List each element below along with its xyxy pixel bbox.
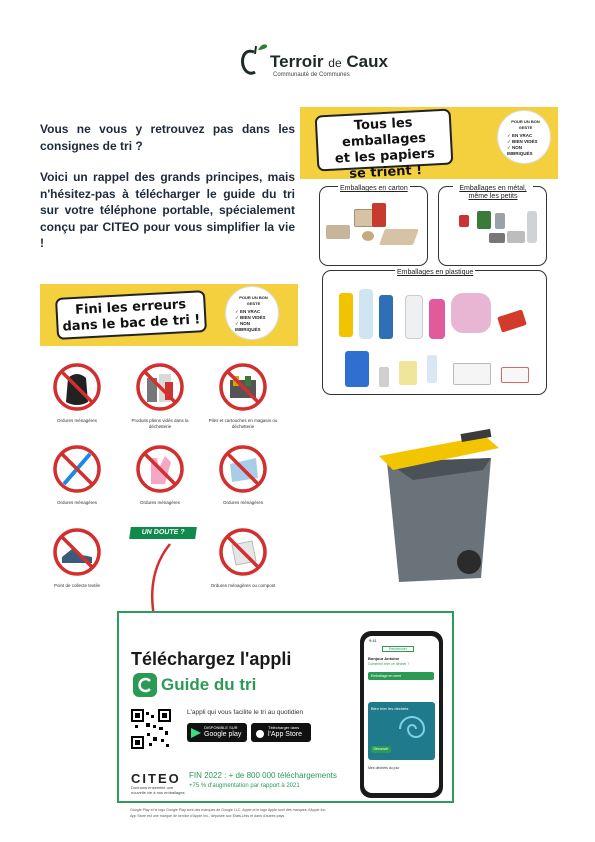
intro-description: Voici un rappel des grands principes, mais n'hésitez-pas à télécharger le guide du tri sur votre téléphone portable, spécialement conçu par CITEO pour vous simplifier la vie !: [40, 170, 295, 250]
app-name: Guide du tri: [161, 675, 257, 694]
doubt-label: UN DOUTE ?: [129, 527, 197, 539]
can-red-image: [459, 215, 469, 227]
forbidden-shoe-icon: [52, 527, 102, 577]
tray-image: [507, 231, 525, 243]
footnote-1: Google Play et le logo Google Play sont des marques de Google LLC. Apple et le logo Apple sont des marques d'Apple Inc.: [130, 808, 327, 812]
card-carton: [319, 186, 428, 266]
toothpaste-image: [427, 355, 437, 383]
pizza-box-image: [379, 229, 419, 245]
apple-logo-icon: [240, 40, 270, 80]
caption-3: Piles et cartouches en magasin ou déchetterie: [208, 418, 278, 429]
card-metal-title: Emballages en métal, même les petits: [453, 185, 533, 201]
forbidden-trash-bag-icon: [52, 362, 102, 412]
downloads-stat: FIN 2022 : + de 800 000 téléchargements: [189, 771, 337, 780]
egg-carton-image: [326, 225, 350, 239]
pouch-image: [379, 367, 389, 387]
phone-question: Comment trier ce déchet ?: [368, 662, 410, 666]
card-plastic-title: Emballages en plastique: [397, 269, 474, 276]
caption-6: Ordures ménagères: [222, 500, 264, 505]
caption-2: Produits pleins vidés dans la déchetterie: [131, 418, 189, 429]
forbidden-dangerous-products-icon: [135, 362, 185, 412]
qr-code-icon[interactable]: [131, 709, 171, 749]
app-store-button[interactable]: Télécharger dans l'App Store: [251, 723, 311, 742]
card-carton-title: Emballages en carton: [340, 185, 408, 192]
phone-card: Bien trier les déchets Découvrir: [368, 702, 435, 760]
intro-question: Vous ne vous y retrouvez pas dans les consignes de tri ?: [40, 122, 295, 153]
plastic-wrap-image: [451, 293, 491, 333]
roll-image: [362, 231, 374, 241]
phone-status-time: 9:41: [369, 638, 377, 643]
caption-7: Point de collecte textile: [53, 583, 101, 588]
citeo-logo: CITEO: [131, 771, 181, 786]
box-image: [354, 209, 374, 227]
caption-8: Ordures ménagères ou compost: [210, 583, 276, 588]
forbidden-plastic-film-icon: [218, 444, 268, 494]
growth-stat: +75 % d'augmentation par rapport à 2021: [189, 783, 300, 789]
apple-icon: [254, 727, 266, 739]
water-bottle-image: [359, 289, 373, 339]
forbidden-batteries-icon: [218, 362, 268, 412]
phone-greeting: Bonjour Antoine: [368, 656, 400, 661]
good-gesture-seal: POUR UN BON GESTE ✓ EN VRAC ✓ BIEN VIDÉS ✓ NON IMBRIQUÉS: [497, 110, 551, 164]
forbidden-tissue-icon: [218, 527, 268, 577]
yellow-bin-icon: [373, 428, 508, 593]
app-download-title: Téléchargez l'appli: [131, 649, 292, 669]
brand-title: Terroir de Caux: [270, 52, 388, 71]
card-plastic: [322, 270, 547, 395]
card-metal: [438, 186, 547, 266]
phone-screen: [364, 636, 439, 793]
citeo-tagline: Donnons ensemble une nouvelle vie à nos emballages: [131, 785, 185, 795]
bottle-yellow-image: [339, 293, 353, 337]
chips-packet-image: [497, 309, 527, 332]
phone-footer: Mes déchets du jour: [368, 766, 400, 770]
phone-discover-button[interactable]: Découvrir: [371, 746, 391, 753]
forbidden-gloves-icon: [135, 444, 185, 494]
forbidden-toothbrush-icon: [52, 444, 102, 494]
app-description: L'appli qui vous facilite le tri au quotidien: [187, 709, 304, 716]
phone-chip[interactable]: Emballage en verre: [368, 672, 434, 680]
doypack-image: [399, 361, 417, 385]
can-green-image: [477, 211, 491, 229]
errors-banner: Fini les erreurs dans le bac de tri !: [55, 290, 207, 340]
guide-du-tri-logo-icon: [133, 673, 157, 697]
phone-mockup: [360, 631, 443, 798]
swirl-icon: [392, 714, 432, 744]
google-play-button[interactable]: DISPONIBLE SUR Google play: [187, 723, 247, 742]
cereal-box-image: [372, 203, 386, 227]
bottle-pink-image: [429, 299, 445, 339]
brand-subtitle: Communauté de Communes: [273, 72, 350, 78]
footnote-2: App Store est une marque de service d'Apple Inc., déposée aux États-Unis et dans d'autres pays.: [130, 814, 286, 818]
google-play-icon: [190, 727, 202, 739]
phone-search[interactable]: Rechercher: [382, 646, 414, 652]
zip-bag-image: [501, 367, 529, 383]
terroir-de-caux-logo: [240, 40, 390, 82]
caption-5: Ordures ménagères: [139, 500, 181, 505]
milk-bottle-image: [405, 295, 423, 339]
tray-plastic-image: [453, 363, 491, 385]
caption-4: Ordures ménagères: [56, 500, 98, 505]
tin-image: [489, 233, 505, 243]
errors-seal: POUR UN BON GESTE ✓ EN VRAC ✓ BIEN VIDÉS ✓ NON IMBRIQUÉS: [225, 286, 279, 340]
caption-1: Ordures ménagères: [56, 418, 98, 423]
plastic-bag-image: [345, 351, 369, 387]
sort-banner: Tous les emballages et les papiers se trient !: [315, 108, 454, 171]
aerosol-image: [527, 211, 537, 243]
can-silver-image: [495, 213, 505, 229]
bottle-blue-image: [379, 295, 393, 339]
